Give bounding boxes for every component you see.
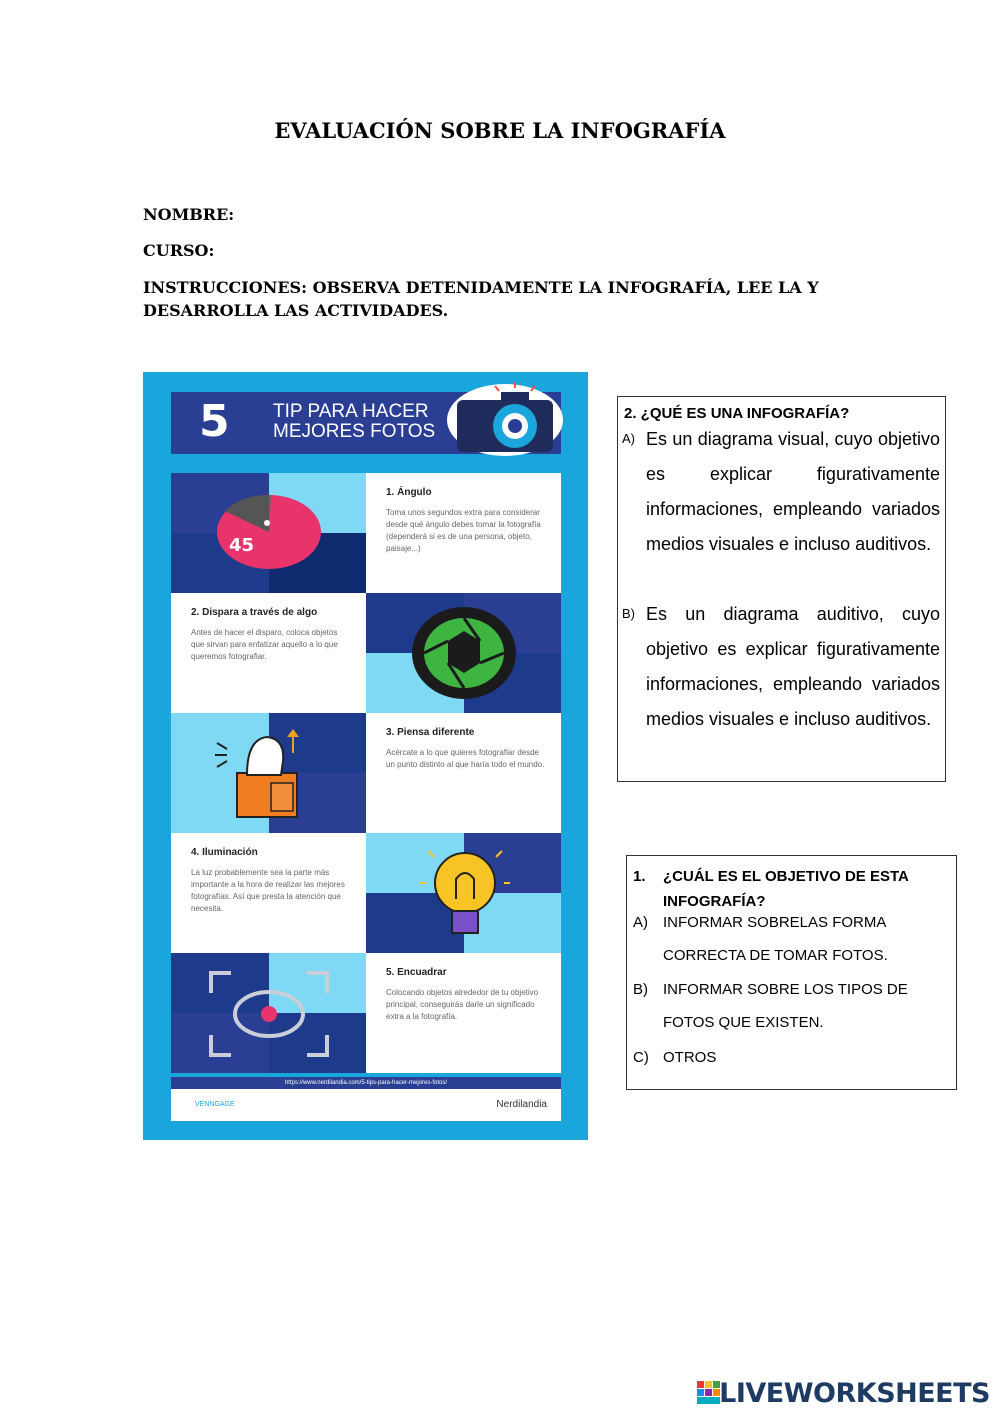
name-field-label: NOMBRE: <box>143 205 235 224</box>
tip5-body: Colocando objetos alrededor de tu objetivo principal, conseguirás darle un significado extra a la fotografía. <box>386 988 539 1021</box>
tip3-image <box>171 713 366 833</box>
tip2-body: Antes de hacer el disparo, coloca objetos que sirvan para enfatizar aquello a lo que queremos fotografiar. <box>191 628 338 661</box>
tip3-title: 3. Piensa diferente <box>386 727 475 738</box>
option-letter: C) <box>633 1049 649 1066</box>
question1-number: 1. <box>633 868 646 885</box>
infographic-url: https://www.nerdilandia.com/5-tips-para-hacer-mejores-fotos/ <box>171 1077 561 1089</box>
banner-heading <box>273 402 435 442</box>
tip3-body: Acércate a lo que quieres fotografiar desde un punto distinto al que haría todo el mundo. <box>386 748 545 769</box>
page-title: EVALUACIÓN SOBRE LA INFOGRAFÍA <box>274 118 726 143</box>
tip1-image <box>171 473 366 593</box>
tip1-title: 1. Ángulo <box>386 487 432 498</box>
liveworksheets-logo-icon <box>697 1381 721 1405</box>
question1-box <box>626 855 957 1090</box>
tip2-title: 2. Dispara a través de algo <box>191 607 318 618</box>
tip1-body: Toma unos segundos extra para considerar desde qué ángulo debes tomar la fotografía (dependerá si es de una persona, objeto, paisaje...) <box>386 508 541 553</box>
banner-number: 5 <box>199 396 230 447</box>
infographic <box>143 372 588 1140</box>
question1-text: ¿CUÁL ES EL OBJETIVO DE ESTA INFOGRAFÍA? <box>663 868 909 910</box>
tip4-panel <box>171 833 366 953</box>
banner-heading-line2: MEJORES FOTOS <box>273 421 436 442</box>
option-letter: B) <box>633 981 648 998</box>
tip4-image <box>366 833 561 953</box>
option-letter: A) <box>633 914 648 931</box>
venngage-credit: VENNGAGE <box>195 1101 235 1108</box>
tip5-panel <box>366 953 561 1073</box>
aperture-icon <box>410 605 518 701</box>
tip4-title: 4. Iluminación <box>191 847 258 858</box>
option-text: INFORMAR SOBRELAS FORMA CORRECTA DE TOMAR FOTOS. <box>663 914 888 964</box>
tip5-title: 5. Encuadrar <box>386 967 447 978</box>
tip2-panel <box>171 593 366 713</box>
instructions: INSTRUCCIONES: OBSERVA DETENIDAMENTE LA INFOGRAFÍA, LEE LA Y DESARROLLA LAS ACTIVIDADES. <box>143 278 819 320</box>
banner-heading-line1: TIP PARA HACER <box>273 401 429 422</box>
option-letter: A) <box>622 431 635 446</box>
brand-wordmark: LIVEWORKSHEETS <box>719 1378 990 1409</box>
question2-title: 2. ¿QUÉ ES UNA INFOGRAFÍA? <box>624 405 850 422</box>
pie-chart-icon <box>215 493 323 571</box>
camera-icon <box>443 378 568 458</box>
tip5-image <box>171 953 366 1073</box>
tip2-image <box>366 593 561 713</box>
option-text: Es un diagrama visual, cuyo objetivo es explicar figurativamente informaciones, empleando variados medios visuales e incluso auditivos. <box>646 429 940 554</box>
tip1-panel <box>366 473 561 593</box>
infographic-footer <box>171 1089 561 1121</box>
light-bulb-icon <box>418 839 512 947</box>
nerdilandia-credit: Nerdilandia <box>496 1099 547 1110</box>
option-letter: B) <box>622 606 635 621</box>
option-text: OTROS <box>663 1049 717 1066</box>
tip3-panel <box>366 713 561 833</box>
option-text: INFORMAR SOBRE LOS TIPOS DE FOTOS QUE EXISTEN. <box>663 981 908 1031</box>
course-field-label: CURSO: <box>143 241 215 260</box>
option-text: Es un diagrama auditivo, cuyo objetivo es explicar figurativamente informaciones, empleando variados medios visuales e incluso auditivos. <box>646 604 940 729</box>
angle-label: 45 <box>229 535 255 556</box>
frame-focus-icon <box>207 969 331 1059</box>
thinking-person-icon <box>207 727 327 823</box>
question2-box <box>617 396 946 782</box>
tip4-body: La luz probablemente sea la parte más importante a la hora de realizar las mejores fotografías. Así que presta la atención que necesita. <box>191 868 345 913</box>
